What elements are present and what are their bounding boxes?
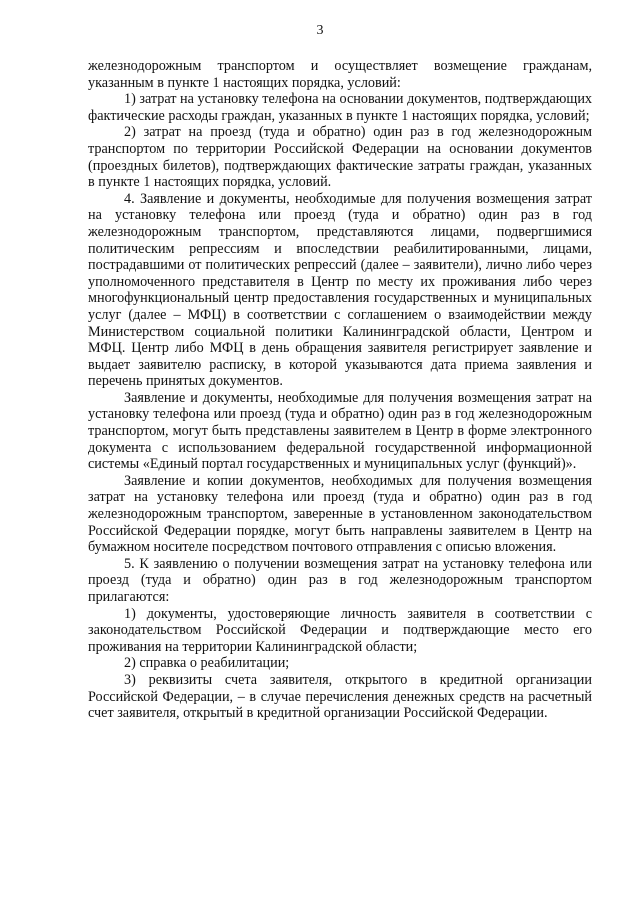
body-text (88, 58, 592, 722)
paragraph-item-1-phone: 1) затрат на установку телефона на основании документов, подтверждающих фактические расходы граждан, указанных в пункте 1 настоящих порядка, условий; (88, 91, 592, 124)
paragraph-attachment-1: 1) документы, удостоверяющие личность заявителя в соответствии с законодательством Российской Федерации и подтверждающие место его проживания на территории Калининградской области; (88, 605, 592, 655)
paragraph-postal-submission: Заявление и копии документов, необходимых для получения возмещения затрат на установку телефона или проезд (туда и обратно) один раз в год железнодорожным транспортом, заверенные в установленном законодательством Российской Федерации порядке, могут быть направлены заявителем в Центр на бумажном носителе посредством почтового отправления с описью вложения. (88, 472, 592, 556)
page-number: 3 (316, 23, 324, 38)
paragraph-item-2-travel: 2) затрат на проезд (туда и обратно) один раз в год железнодорожным транспортом по территории Российской Федерации на основании документов (проездных билетов), подтверждающих фактические затраты граждан, указанных в пункте 1 настоящих порядка, условий. (88, 124, 592, 191)
paragraph-section-4: 4. Заявление и документы, необходимые для получения возмещения затрат на установку телефона или проезд (туда и обратно) один раз в год железнодорожным транспортом, представляются лицами, подвергшимися политическим репрессиям и впоследствии реабилитированными, лицами, пострадавшими от политических репрессий (далее – заявители), лично либо через уполномоченного представителя в Центр по месту их проживания либо через многофункциональный центр предоставления государственных и муниципальных услуг (далее – МФЦ) в соответствии с соглашением о взаимодействии между Министерством социальной политики Калининградской области, Центром и МФЦ. Центр либо МФЦ в день обращения заявителя регистрирует заявление и выдает заявителю расписку, в которой указываются дата приема заявления и перечень принятых документов. (88, 190, 592, 390)
paragraph-electronic-submission: Заявление и документы, необходимые для получения возмещения затрат на установку телефона или проезд (туда и обратно) один раз в год железнодорожным транспортом, могут быть представлены заявителем в Центр в форме электронного документа с использованием федеральной государственной информационной системы «Единый портал государственных и муниципальных услуг (функций)». (88, 389, 592, 473)
paragraph-section-5: 5. К заявлению о получении возмещения затрат на установку телефона или проезд (туда и обратно) один раз в год железнодорожным транспортом прилагаются: (88, 555, 592, 605)
paragraph-attachment-3: 3) реквизиты счета заявителя, открытого в кредитной организации Российской Федерации, – в случае перечисления денежных средств на расчетный счет заявителя, открытый в кредитной организации Российской Федерации. (88, 671, 592, 722)
paragraph-continuation: железнодорожным транспортом и осуществляет возмещение гражданам, указанным в пункте 1 настоящих порядка, условий: (88, 58, 592, 91)
paragraph-attachment-2: 2) справка о реабилитации; (124, 655, 290, 672)
